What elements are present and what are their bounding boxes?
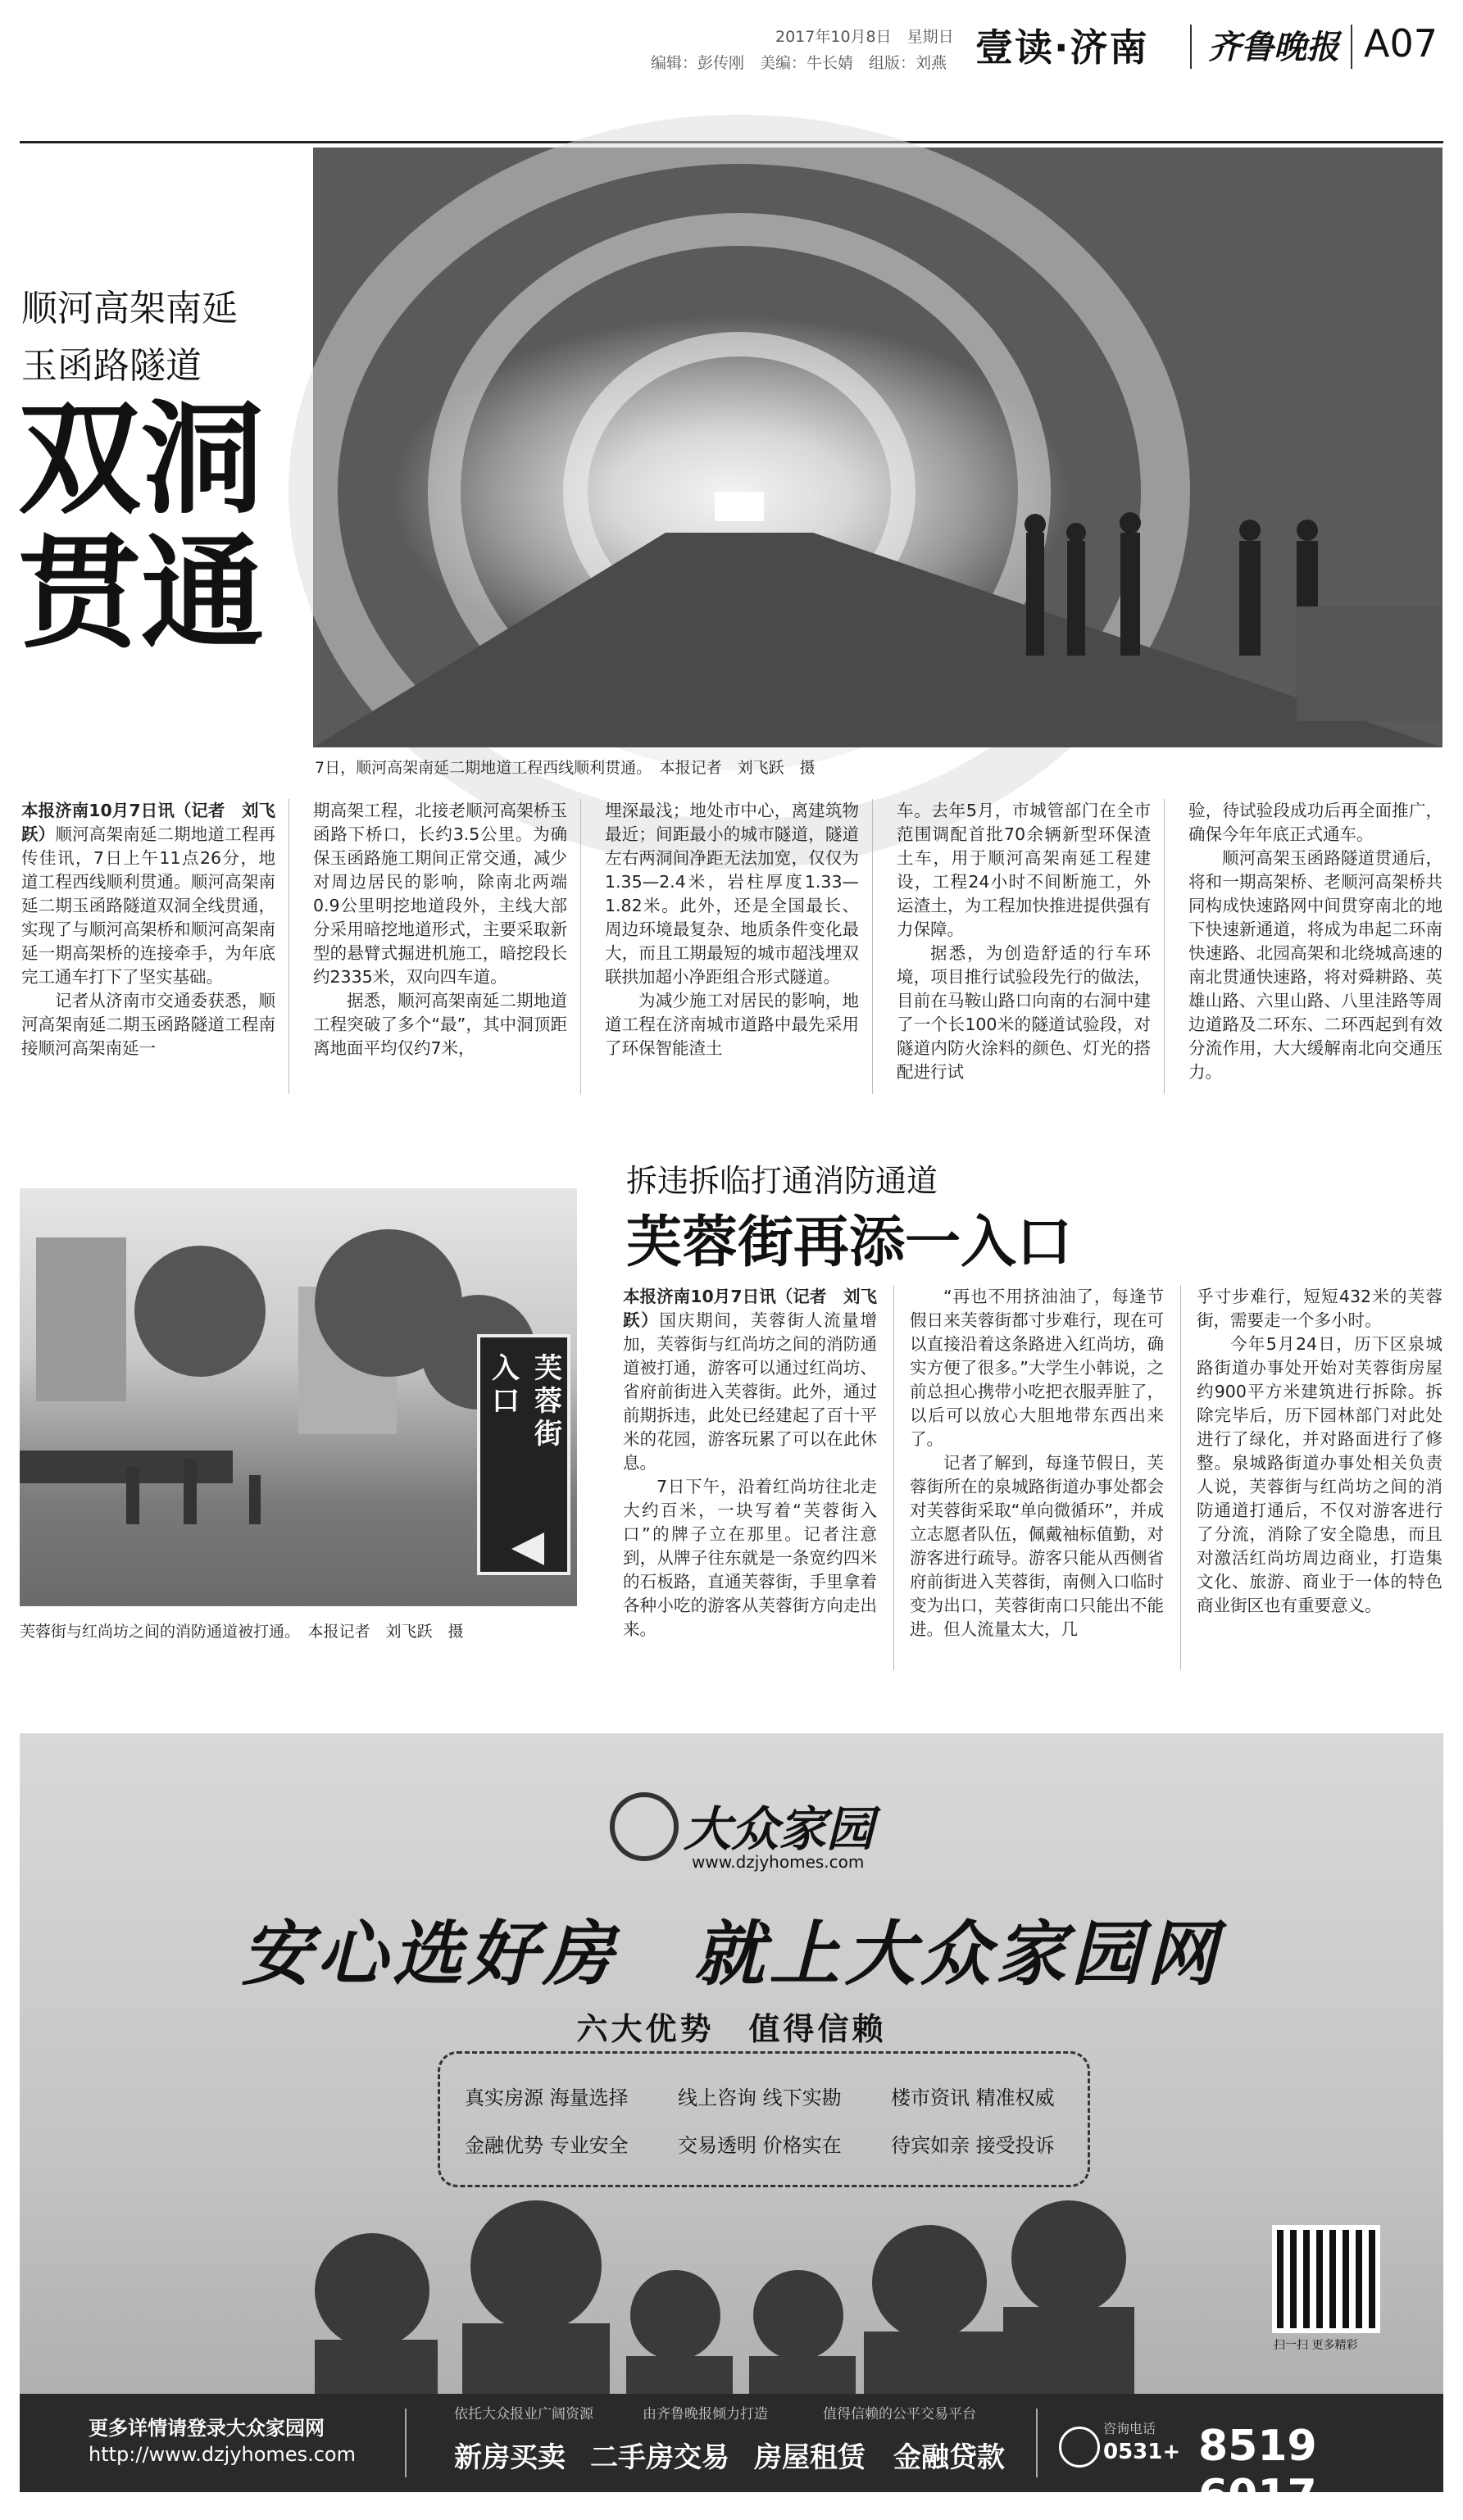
feature-5: 交易透明 价格实在 [678,2134,842,2157]
story1-kicker-1: 顺河高架南延 [21,288,238,329]
story1-headline-2: 贯通 [18,523,265,665]
story1-col4b-text: 据悉，为创造舒适的行车环境，项目推行试验段先行的做法，目前在马鞍山路口向南的右洞中建了一个长100米的隧道试验段，对隧道内防火涂料的颜色、灯光的搭配进行试 [897,943,1151,1082]
phone-icon [1059,2427,1100,2468]
story2-col3-text: 乎寸步难行，短短432米的芙蓉街，需要走一个多小时。 [1197,1287,1443,1330]
story2-col1b-text: 7日下午，沿着红尚坊往北走大约百米，一块写着“芙蓉街入口”的牌子立在那里。记者注意到，从牌子往东就是一条宽约四米的石板路，直通芙蓉街，手里拿着各种小吃的游客从芙蓉街方向走出来。 [623,1477,877,1639]
story1-byline: 本报济南10月7日讯（记者 刘飞跃） [21,801,275,844]
story1-column-4 [897,799,1151,1084]
section-title: 壹读·济南 [975,25,1149,70]
street-photo [20,1188,577,1606]
footer-tag-3: 值得信赖的公平交易平台 [823,2406,976,2422]
sign-entrance: 入口 [492,1352,520,1418]
story2-column-3 [1197,1285,1443,1618]
page-number: A07 [1364,21,1438,66]
story1-column-2 [313,799,567,1060]
qr-code-icon[interactable] [1272,2225,1380,2333]
paper-logo: 齐鲁晚报 [1208,28,1339,66]
feature-4: 金融优势 专业安全 [465,2134,629,2157]
real-estate-ad [20,1733,1443,2520]
story1-column-3 [605,799,859,1060]
family-photo [298,2192,1134,2397]
footer-tag-1: 依托大众报业广阔资源 [454,2406,593,2422]
story2-headline: 芙蓉街再添一入口 [626,1210,1073,1275]
story1-col3b-text: 为减少施工对居民的影响，地道工程在济南城市道路中最先采用了环保智能渣土 [605,991,859,1058]
qr-caption: 扫一扫 更多精彩 [1274,2339,1358,2352]
header-divider-2 [1351,25,1352,69]
ad-brand-url: www.dzjyhomes.com [692,1852,865,1872]
tunnel-illustration [313,148,1443,747]
story1-col3-text: 埋深最浅；地处市中心，离建筑物最近；间距最小的城市隧道，隧道左右两洞间净距无法加宽，仅仅为1.35—2.4米，岩柱厚度1.33—1.82米。此外，还是全国最长、周边环境最复杂、地质条件变化最大，而且工期最短的城市超浅埋双联拱加超小净距组合形式隧道。 [605,801,859,987]
story2-col2b-text: 记者了解到，每逢节假日，芙蓉街所在的泉城路街道办事处都会对芙蓉街采取“单向微循环”，并成立志愿者队伍，佩戴袖标值勤，对游客进行疏导。游客只能从西侧省府前街进入芙蓉街，南侧入口临时变为出口，芙蓉街南口只能出不能进。但人流量太大，几 [910,1453,1164,1639]
editor-credits: 编辑：彭传刚 美编：牛长婧 组版：刘燕 [651,54,947,72]
feature-2: 线上咨询 线下实勘 [678,2086,842,2109]
hotline-number[interactable]: 8519 6017 [1198,2422,1317,2520]
story1-col2b-text: 据悉，顺河高架南延二期地道工程突破了多个“最”，其中洞顶距离地面平均仅约7米， [313,991,567,1058]
hotline-label: 咨询电话 [1103,2421,1156,2436]
story1-column-5 [1188,799,1443,1084]
ad-footer-bar [20,2394,1443,2520]
ad-brand: 大众家园 [684,1801,875,1857]
issue-date: 2017年10月8日 星期日 [775,28,954,46]
sign-street-name: 芙蓉街 [534,1352,562,1451]
service-1[interactable]: 新房买卖 [454,2441,566,2474]
feature-1: 真实房源 海量选择 [465,2086,629,2109]
feature-3: 楼市资讯 精准权威 [891,2086,1055,2109]
feature-6: 待宾如亲 接受投诉 [891,2134,1055,2157]
story1-col2-text: 期高架工程，北接老顺河高架桥玉函路下桥口，长约3.5公里。为确保玉函路施工期间正常交通，减少对周边居民的影响，除南北两端0.9公里明挖地道段外，主线大部分采用暗挖地道形式，主要采取新型的悬臂式掘进机施工，暗挖段长约2335米，双向四车道。 [313,801,567,987]
header-divider [1190,25,1192,69]
service-3[interactable]: 房屋租赁 [754,2441,866,2474]
story2-col1-text: 国庆期间，芙蓉街人流量增加，芙蓉街与红尚坊之间的消防通道被打通，游客可以通过红尚坊、省府前街进入芙蓉街。此外，通过前期拆违，此处已经建起了百十平米的花园，游客玩累了可以在此休息。 [623,1310,878,1473]
service-2[interactable]: 二手房交易 [590,2441,729,2474]
story1-col1-text: 顺河高架南延二期地道工程再传佳讯，7日上午11点26分，地道工程西线顺利贯通。顺河高架南延二期玉函路隧道双洞全线贯通，实现了与顺河高架桥和顺河高架南延一期高架桥的连接牵手，为年底完工通车打下了坚实基础。 [21,824,276,987]
story1-col5b-text: 顺河高架玉函路隧道贯通后，将和一期高架桥、老顺河高架桥共同构成快速路网中间贯穿南北的地下快速新通道，将成为串起二环南快速路、北园高架和北绕城高速的南北贯通快速路，将对舜耕路、英雄山路、六里山路、八里洼路等周边道路及二环东、二环西起到有效分流作用，大大缓解南北向交通压力。 [1188,848,1443,1082]
story2-column-2 [910,1285,1164,1641]
story1-photo-caption: 7日，顺河高架南延二期地道工程西线顺利贯通。 本报记者 刘飞跃 摄 [315,759,816,777]
brand-logo-icon [610,1792,679,1861]
story1-col1b-text: 记者从济南市交通委获悉，顺河高架南延二期玉函路隧道工程南接顺河高架南延一 [21,991,275,1058]
footer-url[interactable]: http://www.dzjyhomes.com [89,2443,356,2466]
tunnel-photo [313,148,1443,747]
story1-col5-text: 验，待试验段成功后再全面推广，确保今年年底正式通车。 [1188,801,1443,844]
story2-column-1 [623,1285,877,1641]
ad-slogan: 安心选好房 就上大众家园网 [241,1913,1222,1996]
features-box [438,2051,1090,2187]
story1-kicker-2: 玉函路隧道 [21,345,202,387]
footer-tag-2: 由齐鲁晚报倾力打造 [643,2406,768,2422]
story2-byline: 本报济南10月7日讯（记者 刘飞跃） [623,1287,877,1330]
story1-col4-text: 车。去年5月，市城管部门在全市范围调配首批70余辆新型环保渣土车，用于顺河高架南延工程建设，工程24小时不间断施工，外运渣土，为工程加快推进提供强有力保障。 [897,801,1151,939]
story2-col3b-text: 今年5月24日，历下区泉城路街道办事处开始对芙蓉街房屋约900平方米建筑进行拆除。拆除完毕后，历下园林部门对此处进行了绿化，并对路面进行了修整。泉城路街道办事处相关负责人说，芙蓉街与红尚坊之间的消防通道打通后，不仅对游客进行了分流，消除了安全隐患，而且对激活红尚坊周边商业，打造集文化、旅游、商业于一体的特色商业街区也有重要意义。 [1197,1334,1443,1615]
story2-col2-text: “再也不用挤油油了，每逢节假日来芙蓉街都寸步难行，现在可以直接沿着这条路进入红尚坊，确实方便了很多。”大学生小韩说，之前总担心携带小吃把衣服弄脏了，以后可以放心大胆地带东西出来了。 [910,1287,1164,1449]
story1-headline-1: 双洞 [18,388,265,531]
service-4[interactable]: 金融贷款 [893,2441,1005,2474]
story2-photo-caption: 芙蓉街与红尚坊之间的消防通道被打通。 本报记者 刘飞跃 摄 [20,1623,464,1641]
footer-more: 更多详情请登录大众家园网 [89,2417,325,2440]
area-code: 0531+ [1103,2440,1181,2464]
story1-column-1 [21,799,275,1060]
story2-kicker: 拆违拆临打通消防通道 [626,1163,938,1199]
ad-subtitle: 六大优势 值得信赖 [576,2011,887,2047]
